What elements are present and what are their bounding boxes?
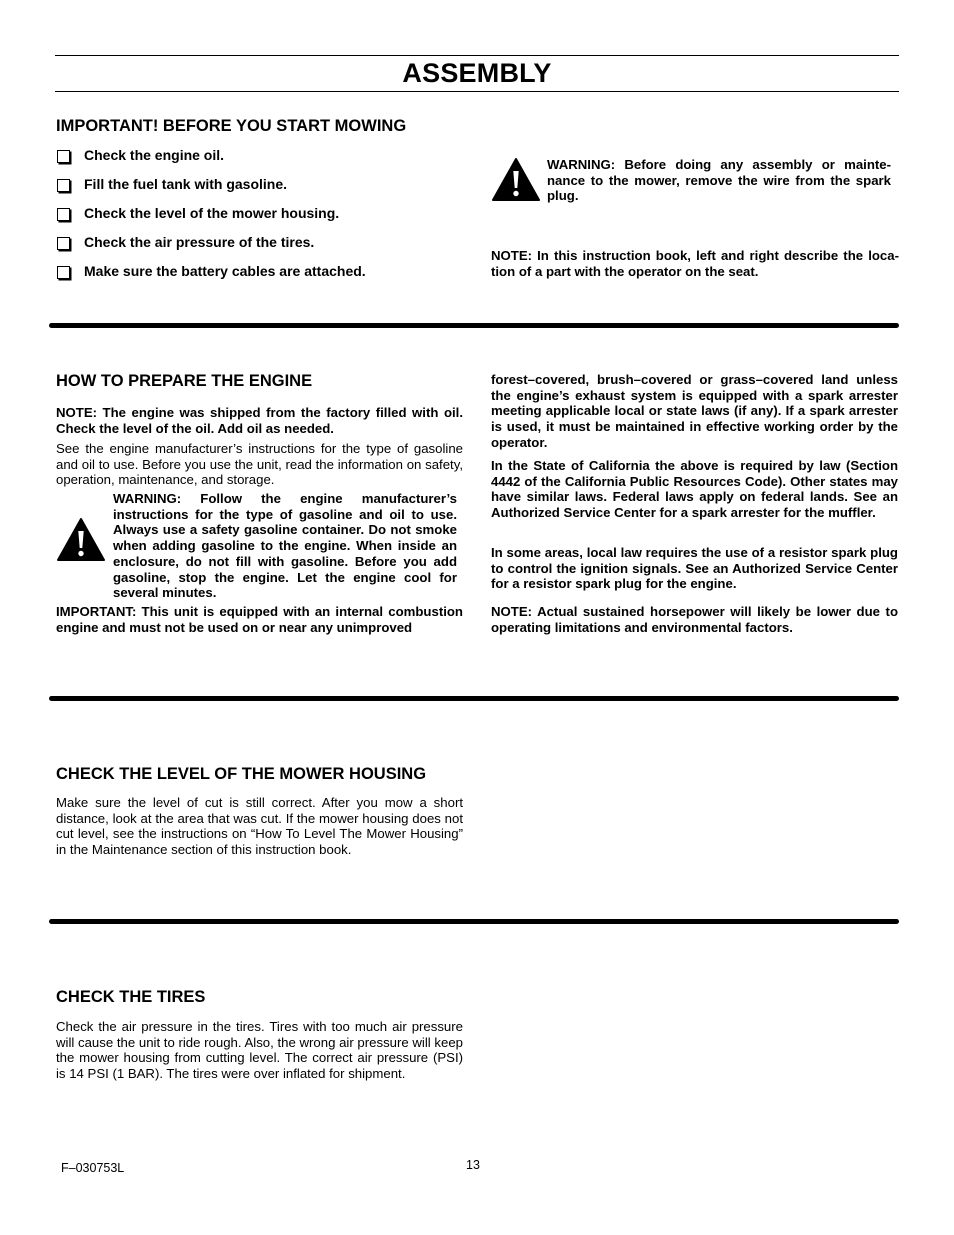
page-title: ASSEMBLY xyxy=(402,58,552,88)
checkbox-icon[interactable] xyxy=(57,150,70,163)
warning-triangle-icon xyxy=(56,517,106,562)
title-rule-top xyxy=(55,55,899,56)
checklist-label: Check the level of the mower housing. xyxy=(84,205,340,221)
checkbox-icon[interactable] xyxy=(57,179,70,192)
engine-intro-text: See the engine manufacturer’s instructions for the type of gasoline and oil to use. Before you use the unit, read the information on safety, operation, maintenance, and storage. xyxy=(56,441,463,488)
california-law-text: In the State of California the above is required by law (Section 4442 of the California Public Resources Code). Other states may have similar laws. Federal laws apply on federal lands. See an Authorized Service Center for a spark arrester for the muffler. xyxy=(491,458,898,521)
horsepower-note: NOTE: Actual sustained horsepower will likely be lower due to operating limitations and environmental factors. xyxy=(491,604,898,635)
gasoline-warning-text: WARNING: Follow the engine manufacturer’s instructions for the type of gasoline and oil to use. Always use a safety gasoline container. Do not smoke when adding gasoline to the engine. When inside an enclosure, do not fill with gasoline. Before you add gasoline, stop the engine. Let the engine cool for several minutes. xyxy=(113,491,457,601)
housing-heading: CHECK THE LEVEL OF THE MOWER HOUSING xyxy=(56,765,427,783)
tires-body-text: Check the air pressure in the tires. Tires with too much air pressure will cause the unit to ride rough. Also, the wrong air pressure will keep the mower housing from cutting level. The correct air pressure (PSI) is 14 PSI (1 BAR). The tires were over inflated for shipment. xyxy=(56,1019,463,1082)
checkbox-icon[interactable] xyxy=(57,208,70,221)
resistor-plug-text: In some areas, local law requires the use of a resistor spark plug to control the ignition signals. See an Authorized Service Center for a resistor spark plug for the engine. xyxy=(491,545,898,592)
assembly-warning-text: WARNING: Before doing any assembly or mainte- nance to the mower, remove the wire from the spark plug. xyxy=(547,157,891,204)
checklist-label: Check the engine oil. xyxy=(84,147,225,163)
section-divider xyxy=(49,696,899,701)
checklist-label: Make sure the battery cables are attached. xyxy=(84,263,366,279)
important-combustion-text: IMPORTANT: This unit is equipped with an internal combustion engine and must not be used on or near any unimproved xyxy=(56,604,463,635)
page-number: 13 xyxy=(466,1158,480,1172)
checklist-label: Check the air pressure of the tires. xyxy=(84,234,315,250)
section-divider xyxy=(49,919,899,924)
checklist-label: Fill the fuel tank with gasoline. xyxy=(84,176,288,192)
section-divider xyxy=(49,323,899,328)
housing-body-text: Make sure the level of cut is still correct. After you mow a short distance, look at the area that was cut. If the mower housing does not cut level, see the instructions on “How To Level The Mower Housing” in the Maintenance section of this instruction book. xyxy=(56,795,463,858)
engine-heading: HOW TO PREPARE THE ENGINE xyxy=(56,372,313,390)
spark-arrester-text: forest–covered, brush–covered or grass–covered land unless the engine’s exhaust system is equipped with a spark arrester meeting applicable local or state laws (if any). If a spark arrester is used, it must be maintained in effective working order by the operator. xyxy=(491,372,898,450)
tires-heading: CHECK THE TIRES xyxy=(56,988,206,1006)
document-code: F–030753L xyxy=(61,1161,125,1175)
checkbox-icon[interactable] xyxy=(57,266,70,279)
left-right-note: NOTE: In this instruction book, left and right describe the loca- tion of a part with the operator on the seat. xyxy=(491,248,899,279)
mowing-heading: IMPORTANT! BEFORE YOU START MOWING xyxy=(56,117,407,135)
warning-triangle-icon xyxy=(491,157,541,202)
checkbox-icon[interactable] xyxy=(57,237,70,250)
engine-oil-note: NOTE: The engine was shipped from the factory filled with oil. Check the level of the oil. Add oil as needed. xyxy=(56,405,463,436)
title-rule-bottom xyxy=(55,91,899,92)
